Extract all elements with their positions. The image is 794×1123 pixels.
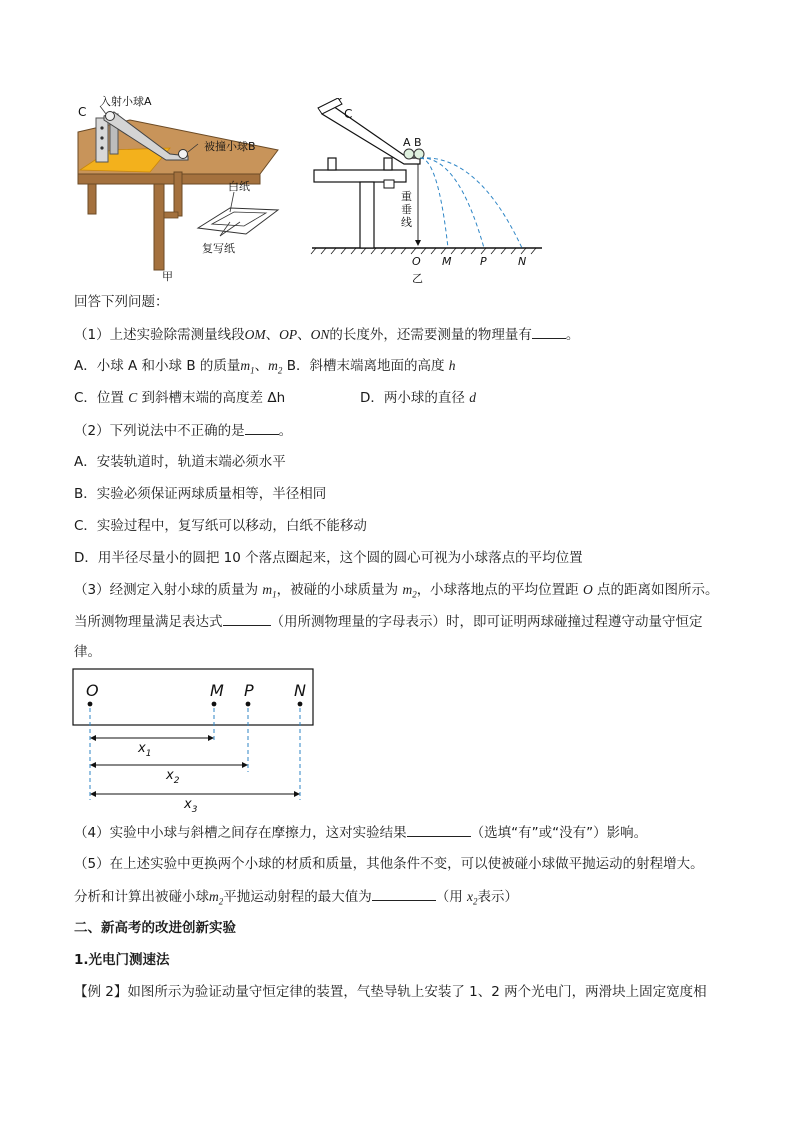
- q2-answer-blank[interactable]: [245, 420, 279, 435]
- label-c-jia: C: [78, 105, 87, 119]
- caption-jia: 甲: [162, 270, 173, 283]
- figure-yi: [308, 98, 548, 286]
- q1-option-d: D．两小球的直径 d: [360, 390, 476, 406]
- q1-option-c: C．位置 C 到斜槽末端的高度差 Δh: [74, 390, 286, 406]
- x1-label: $x_1$: [138, 741, 152, 759]
- label-white-paper: 白纸: [228, 180, 250, 193]
- point-o-label: O: [86, 681, 99, 700]
- x3-label: $x_3$: [184, 797, 198, 812]
- q2-option-b: B．实验必须保证两球质量相等，半径相同: [74, 486, 327, 502]
- label-plumb-1: 重: [401, 190, 412, 203]
- q4-answer-blank[interactable]: [407, 822, 471, 837]
- q2-option-a: A．安装轨道时，轨道末端必须水平: [74, 454, 286, 470]
- label-n-yi: N: [518, 255, 527, 268]
- q1-stem: （1）上述实验除需测量线段OM、OP、ON的长度外，还需要测量的物理量有 。: [74, 324, 579, 345]
- q1-options-ab: A．小球 A 和小球 B 的质量$m_1$、$m_2$ B．斜槽末端离地面的高度 h: [74, 358, 456, 376]
- label-carbon-paper: 复写纸: [202, 242, 235, 255]
- q1-answer-blank[interactable]: [532, 324, 566, 339]
- ball-b: [179, 150, 188, 159]
- label-plumb-2: 垂: [401, 203, 412, 216]
- q2-stem: （2）下列说法中不正确的是 。: [74, 420, 292, 441]
- q2-option-d: D．用半径尽量小的圆把 10 个落点圈起来，这个圆的圆心可视为小球落点的平均位置: [74, 550, 583, 566]
- point-m: [212, 702, 217, 707]
- point-p-label: P: [244, 681, 254, 700]
- caption-yi: 乙: [412, 272, 423, 285]
- figure-jia: [70, 92, 290, 284]
- point-o: [88, 702, 93, 707]
- x2-label: $x_2$: [166, 768, 180, 786]
- point-m-label: M: [210, 681, 224, 700]
- subsection-heading-1: 1.光电门测速法: [74, 952, 170, 968]
- label-m-yi: M: [442, 255, 452, 268]
- q5-answer-blank[interactable]: [372, 886, 436, 901]
- q3-line2: 当所测物理量满足表达式 （用所测物理量的字母表示）时，即可证明两球碰撞过程遵守动量守恒定: [74, 611, 703, 632]
- label-c-yi: C: [344, 107, 353, 121]
- q5-line1: （5）在上述实验中更换两个小球的材质和质量，其他条件不变，可以使被碰小球做平抛运动的射程增大。: [74, 856, 704, 872]
- point-n-label: N: [294, 681, 306, 700]
- distance-diagram: [72, 668, 322, 812]
- intro: 回答下列问题：: [74, 294, 169, 310]
- label-plumb-3: 线: [401, 216, 412, 229]
- q3-line3: 律。: [74, 644, 101, 660]
- q3-line1: （3）经测定入射小球的质量为 $m_1$，被碰的小球质量为 $m_2$，小球落地点的平均位置距 O 点的距离如图所示。: [74, 582, 719, 600]
- paper-strip: [73, 669, 313, 725]
- q2-option-c: C．实验过程中，复写纸可以移动，白纸不能移动: [74, 518, 367, 534]
- section-heading-2: 二、新高考的改进创新实验: [74, 920, 236, 936]
- example-2: 【例 2】如图所示为验证动量守恒定律的装置，气垫导轨上安装了 1、2 两个光电门，两滑块上固定宽度相: [74, 984, 707, 1000]
- label-p-yi: P: [480, 255, 487, 268]
- label-ball-a: 入射小球A: [100, 95, 152, 108]
- point-n: [298, 702, 303, 707]
- q5-line2: 分析和计算出被碰小球$m_2$平抛运动射程的最大值为 （用 $x_2$表示）: [74, 886, 518, 912]
- point-p: [246, 702, 251, 707]
- label-ball-b: 被撞小球B: [204, 140, 256, 153]
- q3-answer-blank[interactable]: [223, 611, 271, 626]
- label-o-yi: O: [412, 255, 421, 268]
- label-ab: A B: [403, 136, 422, 149]
- q4-stem: （4）实验中小球与斜槽之间存在摩擦力，这对实验结果 （选填“有”或“没有”）影响。: [74, 822, 647, 843]
- ball-a: [106, 112, 115, 121]
